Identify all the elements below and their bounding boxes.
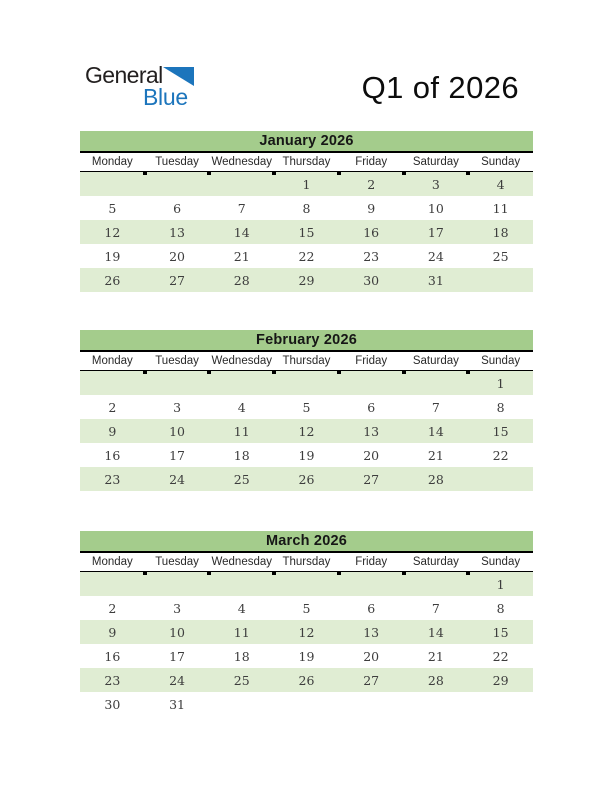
day-cell: 9 (367, 200, 376, 216)
empty-day-cell (468, 692, 533, 716)
day-cell: 21 (233, 248, 250, 264)
day-cell: 18 (492, 224, 509, 240)
day-cell: 11 (492, 200, 509, 216)
day-cell: 11 (233, 624, 250, 640)
day-cell: 10 (169, 624, 185, 640)
page-title: Q1 of 2026 (361, 70, 519, 105)
day-cell: 5 (302, 399, 311, 415)
empty-day-cell (404, 371, 469, 396)
day-cell: 24 (169, 471, 185, 487)
empty-day-cell (80, 172, 145, 197)
calendar-march (80, 531, 533, 716)
day-cell: 14 (427, 624, 444, 640)
weekday-label: Thursday (274, 553, 339, 572)
day-cell: 23 (363, 248, 380, 264)
day-cell: 6 (367, 399, 376, 415)
weekday-label: Friday (339, 553, 404, 572)
day-cell: 7 (431, 399, 440, 415)
day-cell: 3 (431, 176, 440, 192)
day-cell: 17 (169, 447, 185, 463)
day-cell: 1 (302, 176, 311, 192)
empty-day-cell (339, 572, 404, 597)
day-cell: 10 (169, 423, 185, 439)
day-cell: 27 (363, 471, 380, 487)
week-row (80, 196, 533, 220)
week-row (80, 644, 533, 668)
day-cell: 5 (108, 200, 117, 216)
empty-day-cell (404, 572, 469, 597)
month-table (80, 153, 533, 292)
day-cell: 13 (363, 624, 380, 640)
day-cell: 31 (169, 696, 185, 712)
day-cell: 7 (237, 200, 246, 216)
week-row (80, 172, 533, 197)
day-cell: 9 (108, 624, 117, 640)
day-cell: 4 (496, 176, 505, 192)
week-row (80, 268, 533, 292)
day-cell: 2 (108, 600, 117, 616)
weekday-label: Wednesday (209, 352, 274, 371)
day-cell: 13 (363, 423, 380, 439)
day-cell: 6 (367, 600, 376, 616)
weekday-label: Monday (80, 553, 145, 572)
day-cell: 12 (298, 624, 315, 640)
day-cell: 1 (496, 375, 505, 391)
weekday-label: Wednesday (209, 153, 274, 172)
weekday-label: Monday (80, 153, 145, 172)
day-cell: 31 (427, 272, 444, 288)
day-cell: 8 (302, 200, 311, 216)
empty-day-cell (274, 572, 339, 597)
week-row (80, 244, 533, 268)
weekday-label: Monday (80, 352, 145, 371)
weekday-label: Thursday (274, 153, 339, 172)
empty-day-cell (145, 572, 210, 597)
day-cell: 21 (427, 648, 444, 664)
month-title: January 2026 (259, 133, 354, 149)
day-cell: 7 (431, 600, 440, 616)
empty-day-cell (274, 692, 339, 716)
day-cell: 29 (298, 272, 315, 288)
empty-day-cell (274, 371, 339, 396)
month-title: March 2026 (266, 533, 347, 549)
logo-text-general: General (85, 62, 163, 88)
day-cell: 12 (298, 423, 315, 439)
day-cell: 16 (104, 648, 121, 664)
day-cell: 3 (173, 600, 182, 616)
day-cell: 24 (427, 248, 444, 264)
weekday-header-row (80, 153, 533, 172)
day-cell: 16 (104, 447, 121, 463)
month-table (80, 553, 533, 716)
logo-text-blue: Blue (143, 84, 188, 110)
day-cell: 3 (173, 399, 182, 415)
day-cell: 4 (237, 600, 246, 616)
week-row (80, 443, 533, 467)
month-title-band (80, 330, 533, 352)
day-cell: 1 (496, 576, 505, 592)
day-cell: 19 (298, 447, 315, 463)
weekday-label: Tuesday (145, 553, 210, 572)
day-cell: 26 (298, 471, 315, 487)
day-cell: 22 (492, 447, 509, 463)
day-cell: 23 (104, 672, 121, 688)
empty-day-cell (209, 692, 274, 716)
day-cell: 12 (104, 224, 121, 240)
day-cell: 10 (427, 200, 444, 216)
day-cell: 20 (363, 447, 380, 463)
day-cell: 18 (233, 648, 250, 664)
day-cell: 27 (363, 672, 380, 688)
day-cell: 8 (496, 399, 505, 415)
week-row (80, 620, 533, 644)
day-cell: 30 (104, 696, 121, 712)
month-title-band (80, 131, 533, 153)
day-cell: 13 (169, 224, 185, 240)
day-cell: 20 (363, 648, 380, 664)
empty-day-cell (209, 572, 274, 597)
day-cell: 22 (492, 648, 509, 664)
month-title: February 2026 (256, 332, 357, 348)
week-row (80, 371, 533, 396)
weekday-label: Sunday (468, 153, 533, 172)
week-row (80, 467, 533, 491)
weekday-label: Saturday (404, 352, 469, 371)
day-cell: 14 (233, 224, 250, 240)
weekday-label: Saturday (404, 553, 469, 572)
general-blue-logo (85, 62, 210, 116)
day-cell: 17 (169, 648, 185, 664)
empty-day-cell (145, 371, 210, 396)
weekday-label: Friday (339, 352, 404, 371)
header (85, 62, 519, 118)
day-cell: 6 (173, 200, 182, 216)
day-cell: 21 (427, 447, 444, 463)
day-cell: 15 (298, 224, 315, 240)
day-cell: 23 (104, 471, 121, 487)
week-row (80, 220, 533, 244)
day-cell: 2 (367, 176, 376, 192)
weekday-label: Tuesday (145, 352, 210, 371)
day-cell: 14 (427, 423, 444, 439)
week-row (80, 419, 533, 443)
month-title-band (80, 531, 533, 553)
weekday-header-row (80, 553, 533, 572)
day-cell: 18 (233, 447, 250, 463)
weekday-label: Sunday (468, 352, 533, 371)
day-cell: 15 (492, 624, 509, 640)
day-cell: 2 (108, 399, 117, 415)
day-cell: 28 (233, 272, 250, 288)
week-row (80, 395, 533, 419)
day-cell: 26 (104, 272, 121, 288)
weekday-label: Thursday (274, 352, 339, 371)
day-cell: 9 (108, 423, 117, 439)
empty-day-cell (209, 172, 274, 197)
empty-day-cell (209, 371, 274, 396)
day-cell: 5 (302, 600, 311, 616)
day-cell: 8 (496, 600, 505, 616)
day-cell: 20 (169, 248, 185, 264)
day-cell: 25 (233, 471, 250, 487)
weekday-header-row (80, 352, 533, 371)
day-cell: 11 (233, 423, 250, 439)
empty-day-cell (80, 572, 145, 597)
weekday-label: Friday (339, 153, 404, 172)
day-cell: 16 (363, 224, 380, 240)
empty-day-cell (339, 692, 404, 716)
week-row (80, 596, 533, 620)
empty-day-cell (468, 268, 533, 292)
weekday-label: Saturday (404, 153, 469, 172)
empty-day-cell (404, 692, 469, 716)
day-cell: 17 (427, 224, 444, 240)
day-cell: 28 (427, 471, 444, 487)
day-cell: 25 (492, 248, 509, 264)
day-cell: 24 (169, 672, 185, 688)
day-cell: 22 (298, 248, 315, 264)
weekday-label: Tuesday (145, 153, 210, 172)
empty-day-cell (468, 467, 533, 491)
day-cell: 15 (492, 423, 509, 439)
empty-day-cell (80, 371, 145, 396)
week-row (80, 668, 533, 692)
weekday-label: Wednesday (209, 553, 274, 572)
empty-day-cell (145, 172, 210, 197)
day-cell: 4 (237, 399, 246, 415)
day-cell: 27 (169, 272, 185, 288)
day-cell: 25 (233, 672, 250, 688)
day-cell: 19 (298, 648, 315, 664)
month-table (80, 352, 533, 491)
day-cell: 30 (363, 272, 380, 288)
day-cell: 26 (298, 672, 315, 688)
empty-day-cell (339, 371, 404, 396)
day-cell: 19 (104, 248, 121, 264)
day-cell: 29 (492, 672, 509, 688)
week-row (80, 692, 533, 716)
week-row (80, 572, 533, 597)
day-cell: 28 (427, 672, 444, 688)
weekday-label: Sunday (468, 553, 533, 572)
calendar-january (80, 131, 533, 292)
calendar-february (80, 330, 533, 491)
